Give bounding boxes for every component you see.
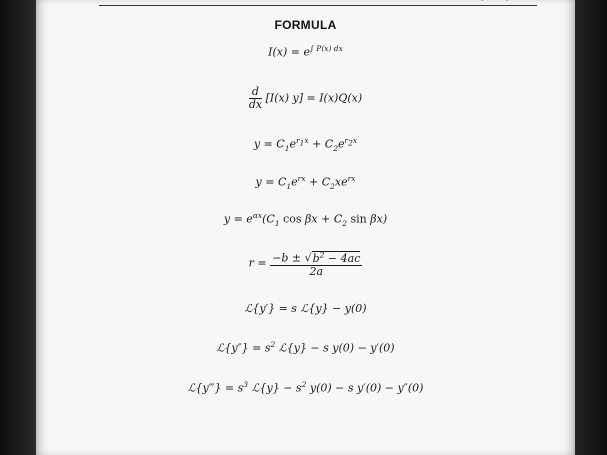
formula-laplace-second: ℒ{y″} = $s^2$ ℒ{y} − s y(0) − y′(0): [216, 340, 395, 355]
formula-repeated-roots: $y = C_1e^{rx} + C_2xe^{rx}$: [255, 174, 356, 191]
document-page: [36, 0, 575, 455]
header-course: [436, 0, 596, 1]
formula-quadratic: r = $\frac{-b \pm √b^2 - 4ac}{2a}$: [248, 250, 361, 278]
formula-derivative-product: $\frac{d}{dx}$ [I(x) y] = I(x)Q(x): [248, 85, 363, 111]
header-rule: [99, 5, 537, 6]
formula-laplace-first: ℒ{y′} = s ℒ{y} − y(0): [244, 302, 367, 315]
right-shadow: [575, 0, 607, 455]
formula-laplace-third: ℒ{y‴} = $s^3$ ℒ{y} − $s^2$ y(0) − s y′(0) − y″(0): [187, 380, 424, 395]
formula-integrating-factor: $I(x) = e^{\int P(x) dx}$: [268, 44, 343, 59]
formula-distinct-roots: $y = C_1e^{r_1x} + C_2e^{r_2x}$: [253, 136, 358, 153]
formula-complex-roots: $y = e^{\alpha x}(C_1$ $\cos \beta x + C_2$ sin βx): [223, 211, 388, 228]
page-title: FORMULA: [274, 18, 337, 32]
left-shadow: [0, 0, 36, 455]
